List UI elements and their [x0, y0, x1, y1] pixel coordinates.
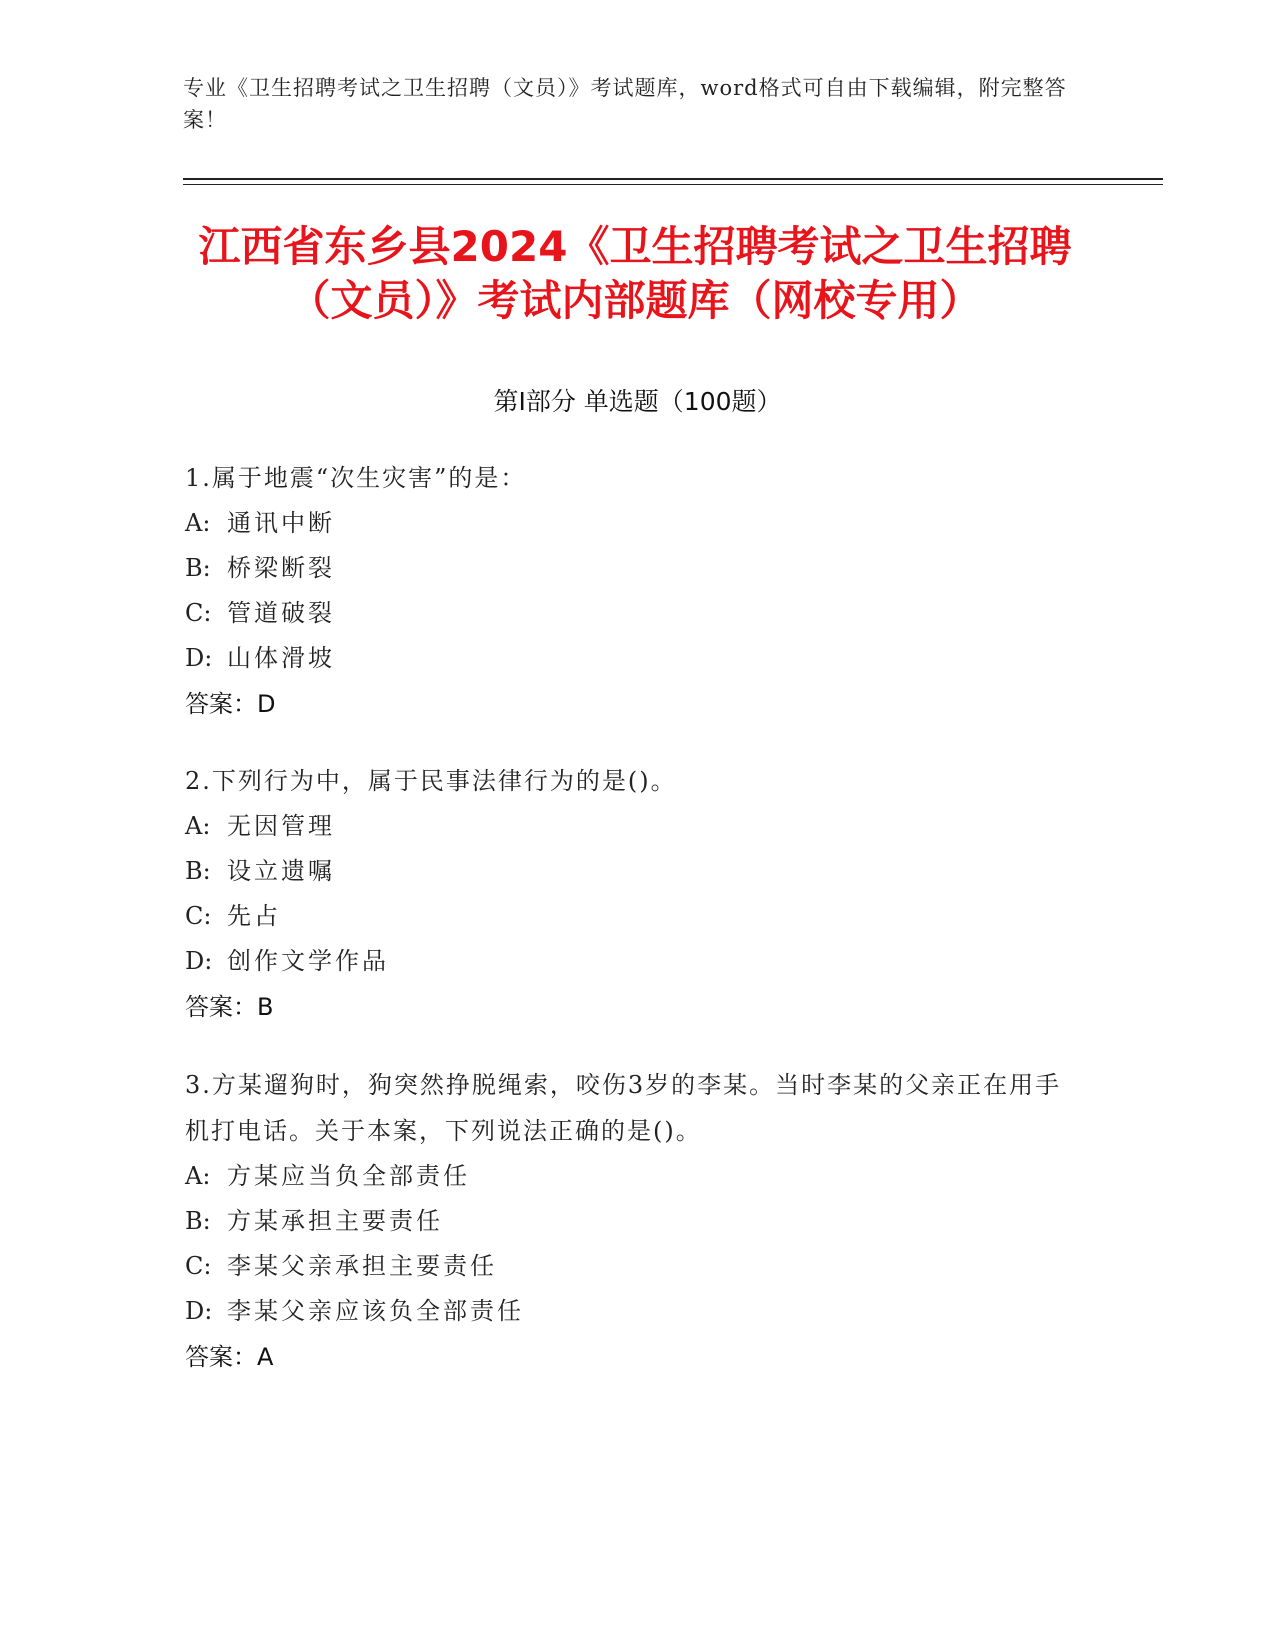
section-title: 第Ⅰ部分 单选题（100题）	[493, 387, 782, 416]
option-letter: D:	[185, 947, 213, 975]
option-b	[185, 546, 1065, 591]
option-text: 桥梁断裂	[227, 554, 335, 582]
question-stem: 3.方某遛狗时，狗突然挣脱绳索，咬伤3岁的李某。当时李某的父亲正在用手机打电话。关于本案，下列说法正确的是()。	[185, 1071, 1062, 1145]
option-c	[185, 894, 1065, 939]
option-d	[185, 636, 1065, 681]
answer-line: 答案：A	[185, 1343, 274, 1371]
option-c	[185, 591, 1065, 636]
option-a	[185, 501, 1065, 546]
header-divider-thin	[183, 184, 1163, 185]
option-d	[185, 939, 1065, 984]
option-text: 李某父亲承担主要责任	[227, 1252, 497, 1280]
option-a	[185, 804, 1065, 849]
option-text: 创作文学作品	[227, 947, 389, 975]
option-text: 先占	[227, 902, 281, 930]
header-divider-thick	[183, 178, 1163, 180]
option-letter: A:	[185, 509, 211, 537]
option-letter: C:	[185, 599, 212, 627]
option-letter: B:	[185, 554, 211, 582]
option-letter: B:	[185, 1207, 211, 1235]
document-title: 江西省东乡县2024《卫生招聘考试之卫生招聘（文员）》考试内部题库（网校专用）	[198, 222, 1072, 325]
question-stem: 2.下列行为中，属于民事法律行为的是()。	[185, 767, 677, 795]
option-letter: D:	[185, 644, 213, 672]
option-text: 设立遗嘱	[227, 857, 335, 885]
question-1	[185, 455, 1065, 727]
option-letter: B:	[185, 857, 211, 885]
option-letter: D:	[185, 1297, 213, 1325]
option-d	[185, 1289, 1065, 1334]
option-text: 方某承担主要责任	[227, 1207, 443, 1235]
question-3	[185, 1062, 1065, 1380]
answer-line: 答案：D	[185, 690, 276, 718]
question-2	[185, 758, 1065, 1030]
option-text: 山体滑坡	[227, 644, 335, 672]
option-text: 李某父亲应该负全部责任	[227, 1297, 524, 1325]
option-b	[185, 1199, 1065, 1244]
option-text: 管道破裂	[227, 599, 335, 627]
option-letter: A:	[185, 1162, 211, 1190]
option-letter: A:	[185, 812, 211, 840]
option-letter: C:	[185, 902, 212, 930]
option-text: 通讯中断	[227, 509, 335, 537]
option-a	[185, 1154, 1065, 1199]
answer-line: 答案：B	[185, 993, 274, 1021]
option-text: 无因管理	[227, 812, 335, 840]
question-stem: 1.属于地震“次生灾害”的是：	[185, 464, 527, 492]
option-c	[185, 1244, 1065, 1289]
header-note: 专业《卫生招聘考试之卫生招聘（文员）》考试题库，word格式可自由下载编辑，附完整答案！	[183, 76, 1067, 132]
option-text: 方某应当负全部责任	[227, 1162, 470, 1190]
option-b	[185, 849, 1065, 894]
option-letter: C:	[185, 1252, 212, 1280]
